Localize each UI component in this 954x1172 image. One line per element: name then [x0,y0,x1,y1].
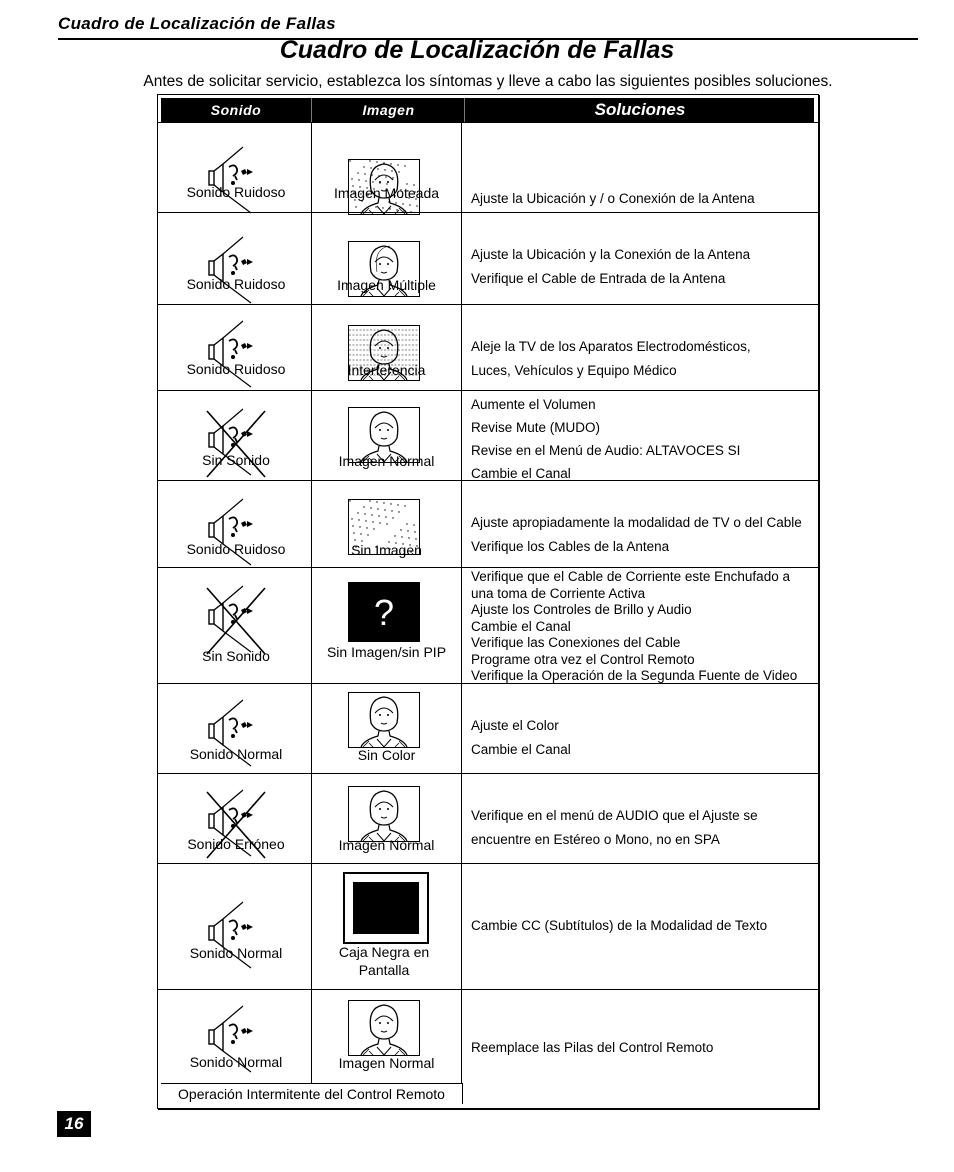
picture-cell [312,305,462,391]
picture-label: Imagen Normal [338,453,435,469]
table-row [158,212,818,305]
column-header-sound: Sonido [210,102,262,118]
solutions-list [471,393,812,485]
solutions-cell [462,864,816,990]
footer-note: Operación Intermitente del Control Remoto [161,1083,463,1104]
solution-item: Revise en el Menú de Audio: ALTAVOCES SI [471,443,741,458]
solutions-list [471,335,812,383]
picture-label: Sin Color [357,747,416,763]
solutions-cell [462,774,816,864]
sound-cell [161,864,312,990]
tv-face-icon [348,786,420,842]
solution-item: Ajuste apropiadamente la modalidad de TV o del Cable [471,515,802,530]
speaker-icon [203,900,269,972]
speaker-icon [203,319,269,391]
solution-item: Verifique el Cable de Entrada de la Antena [471,271,726,286]
solutions-cell [462,568,816,684]
sound-label: Sin Sonido [202,452,270,468]
picture-cell [312,481,462,568]
speaker-icon [203,235,269,307]
solutions-list [471,243,812,291]
solution-item: Cambie el Canal [471,618,571,634]
picture-cell [312,123,462,213]
table-header [161,98,814,122]
picture-label: Imagen Múltiple [337,277,436,293]
column-header-solutions: Soluciones [464,98,815,122]
picture-cell [312,391,462,481]
table-row [158,863,818,990]
sound-label: Sonido Normal [189,1054,283,1070]
solutions-list [471,804,812,852]
solutions-cell [462,684,816,774]
page-number: 16 [57,1111,91,1137]
sound-label: Sonido Ruidoso [186,541,286,557]
picture-label: Imagen Moteada [333,185,440,201]
solution-item: Aleje la TV de los Aparatos Electrodomésticos, [471,339,751,354]
solution-item: Verifique en el menú de AUDIO que el Ajuste se [471,808,758,823]
table-row [158,304,818,391]
picture-label: Sin Imagen [351,542,422,558]
picture-label: Imagen Normal [338,837,435,853]
solution-item: Revise Mute (MUDO) [471,420,601,435]
picture-label: Interferencia [347,362,426,378]
solution-item: Cambie el Canal [471,742,571,757]
solution-item: Verifique las Conexiones del Cable [471,635,681,650]
solution-item: Verifique la Operación de la Segunda Fuente de Video [471,668,798,683]
table-row [158,567,818,684]
solution-item: Programe otra vez el Control Remoto [471,651,695,667]
sound-cell [161,774,312,864]
table-row [158,480,818,568]
picture-cell [312,990,462,1084]
speaker-icon [203,145,269,217]
tv-question-icon: ? [348,582,420,642]
speaker-icon [203,497,269,569]
intro-text: Antes de solicitar servicio, establezca los síntomas y lleve a cabo las siguientes posibles soluciones. [143,73,833,90]
picture-cell [312,213,462,305]
solution-item: Ajuste la Ubicación y la Conexión de la Antena [471,247,751,262]
solutions-list [471,569,812,685]
sound-cell [161,481,312,568]
picture-cell [312,774,462,864]
table-row [158,989,818,1084]
sound-cell [161,391,312,481]
solution-item: Verifique los Cables de la Antena [471,539,670,554]
troubleshooting-table [157,94,819,1109]
picture-label: Sin Imagen/sin PIP [326,644,447,660]
solution-item: Ajuste el Color [471,718,559,733]
sound-label: Sonido Erróneo [187,836,285,852]
table-row [158,773,818,864]
sound-label: Sin Sonido [202,648,270,664]
solution-item: Ajuste la Ubicación y / o Conexión de la Antena [471,191,755,206]
sound-label: Sonido Normal [189,945,283,961]
sound-cell [161,305,312,391]
picture-cell [312,568,462,684]
table-row [158,683,818,774]
solution-item: Ajuste los Controles de Brillo y Audio [471,602,692,617]
sound-cell [161,990,312,1084]
page-title: Cuadro de Localización de Fallas [279,36,675,64]
sound-label: Sonido Ruidoso [186,184,286,200]
tv-black-box-icon [343,872,429,944]
solutions-list [471,511,812,559]
picture-cell [312,684,462,774]
column-header-picture: Imagen [311,98,465,122]
sound-label: Sonido Ruidoso [186,361,286,377]
section-header-text: Cuadro de Localización de Fallas [58,14,336,33]
sound-cell [161,684,312,774]
solutions-cell [462,481,816,568]
picture-cell [312,864,462,990]
solution-item: Cambie CC (Subtítulos) de la Modalidad de Texto [471,918,768,933]
solutions-cell [462,990,816,1084]
solution-item: Cambie el Canal [471,466,571,481]
sound-label: Sonido Normal [189,746,283,762]
solution-item: Aumente el Volumen [471,397,596,412]
sound-cell [161,568,312,684]
tv-face-icon [348,692,420,748]
solutions-cell [462,305,816,391]
solutions-list [471,914,812,938]
speaker-muted-icon [203,584,269,656]
solutions-list [471,1036,812,1060]
sound-cell [161,123,312,213]
solutions-list [471,187,812,211]
solutions-cell [462,213,816,305]
sound-label: Sonido Ruidoso [186,276,286,292]
solution-item: Verifique que el Cable de Corriente este Enchufado a [471,569,790,584]
picture-label: Imagen Normal [338,1055,435,1071]
speaker-muted-icon [203,407,269,479]
solution-item: Luces, Vehículos y Equipo Médico [471,363,677,378]
solutions-list [471,714,812,762]
table-row [158,390,818,481]
sound-cell [161,213,312,305]
tv-face-icon [348,1000,420,1056]
table-row [158,122,818,213]
solution-item: encuentre en Estéreo o Mono, no en SPA [471,832,720,847]
picture-label: Caja Negra en Pantalla [338,944,430,978]
solution-item: una toma de Corriente Activa [471,585,646,601]
solutions-cell [462,391,816,481]
solution-item: Reemplace las Pilas del Control Remoto [471,1040,714,1055]
solutions-cell [462,123,816,213]
